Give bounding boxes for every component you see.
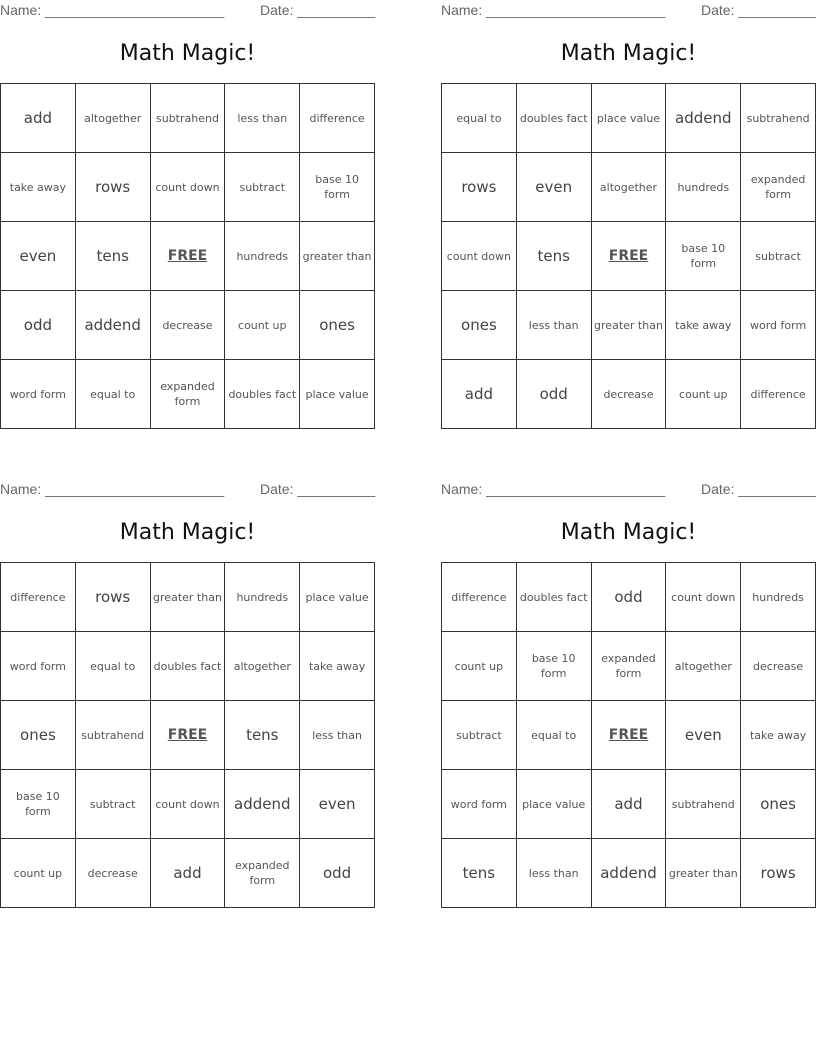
bingo-cell: odd (516, 360, 591, 429)
bingo-cell: less than (300, 701, 375, 770)
grid-row (1, 563, 375, 632)
bingo-cell: subtrahend (741, 84, 816, 153)
bingo-cell: word form (1, 360, 76, 429)
bingo-cell: decrease (150, 291, 225, 360)
bingo-cell: expanded form (225, 839, 300, 908)
bingo-cell: greater than (666, 839, 741, 908)
bingo-cell: equal to (516, 701, 591, 770)
bingo-cell: decrease (741, 632, 816, 701)
name-field: Name: _______________________ (0, 481, 225, 497)
bingo-cell: greater than (591, 291, 666, 360)
bingo-cell: base 10 form (666, 222, 741, 291)
grid-row (1, 770, 375, 839)
bingo-cell: word form (442, 770, 517, 839)
bingo-cell: base 10 form (300, 153, 375, 222)
free-space: FREE (591, 222, 666, 291)
bingo-cell: difference (300, 84, 375, 153)
date-field: Date: __________ (701, 481, 816, 497)
card-header (441, 479, 816, 501)
bingo-cell: odd (591, 563, 666, 632)
bingo-cell: doubles fact (516, 563, 591, 632)
grid-row (442, 84, 816, 153)
bingo-cell: tens (75, 222, 150, 291)
bingo-cell: count down (150, 153, 225, 222)
bingo-cell: even (516, 153, 591, 222)
bingo-cell: count up (1, 839, 76, 908)
bingo-cell: hundreds (741, 563, 816, 632)
bingo-cell: subtrahend (150, 84, 225, 153)
bingo-cell: add (591, 770, 666, 839)
free-space: FREE (150, 701, 225, 770)
bingo-cell: expanded form (591, 632, 666, 701)
bingo-cell: take away (741, 701, 816, 770)
bingo-cell: altogether (225, 632, 300, 701)
bingo-grid (0, 562, 375, 908)
bingo-grid (441, 83, 816, 429)
grid-row (442, 770, 816, 839)
bingo-cell: subtract (225, 153, 300, 222)
grid-row (1, 84, 375, 153)
bingo-cell: difference (442, 563, 517, 632)
bingo-cell: ones (1, 701, 76, 770)
grid-row (1, 701, 375, 770)
bingo-cell: place value (516, 770, 591, 839)
grid-row (1, 291, 375, 360)
bingo-cell: altogether (75, 84, 150, 153)
free-space: FREE (150, 222, 225, 291)
bingo-cell: base 10 form (1, 770, 76, 839)
bingo-cell: ones (442, 291, 517, 360)
bingo-cell: odd (1, 291, 76, 360)
card-title: Math Magic! (119, 520, 256, 545)
bingo-cell: subtract (442, 701, 517, 770)
bingo-cell: tens (442, 839, 517, 908)
bingo-cell: take away (300, 632, 375, 701)
bingo-cell: equal to (75, 632, 150, 701)
bingo-cell: addend (591, 839, 666, 908)
bingo-cell: tens (225, 701, 300, 770)
bingo-cell: even (666, 701, 741, 770)
name-field: Name: _______________________ (441, 481, 666, 497)
bingo-cell: odd (300, 839, 375, 908)
bingo-cell: word form (741, 291, 816, 360)
bingo-cell: place value (300, 563, 375, 632)
bingo-cell: subtrahend (75, 701, 150, 770)
bingo-cell: less than (516, 839, 591, 908)
bingo-cell: count up (666, 360, 741, 429)
bingo-cell: count down (150, 770, 225, 839)
date-field: Date: __________ (260, 481, 376, 497)
bingo-cell: place value (300, 360, 375, 429)
card-header (0, 479, 375, 501)
grid-row (1, 839, 375, 908)
card-title: Math Magic! (560, 41, 697, 66)
bingo-cell: add (1, 84, 76, 153)
bingo-cell: doubles fact (150, 632, 225, 701)
bingo-cell: tens (516, 222, 591, 291)
bingo-cell: take away (1, 153, 76, 222)
bingo-cell: rows (741, 839, 816, 908)
bingo-cell: addend (75, 291, 150, 360)
bingo-cell: equal to (442, 84, 517, 153)
bingo-cell: hundreds (666, 153, 741, 222)
free-space: FREE (591, 701, 666, 770)
bingo-card-1 (0, 0, 376, 408)
grid-row (442, 222, 816, 291)
bingo-cell: add (442, 360, 517, 429)
grid-row (442, 563, 816, 632)
bingo-cell: rows (442, 153, 517, 222)
bingo-cell: expanded form (741, 153, 816, 222)
bingo-cell: greater than (300, 222, 375, 291)
date-field: Date: __________ (260, 2, 376, 18)
bingo-cell: count down (442, 222, 517, 291)
grid-row (1, 360, 375, 429)
card-title: Math Magic! (560, 520, 697, 545)
bingo-cell: even (300, 770, 375, 839)
grid-row (442, 153, 816, 222)
bingo-cell: altogether (666, 632, 741, 701)
bingo-cell: base 10 form (516, 632, 591, 701)
bingo-cell: rows (75, 153, 150, 222)
name-field: Name: _______________________ (0, 2, 225, 18)
bingo-cell: difference (741, 360, 816, 429)
bingo-cell: decrease (75, 839, 150, 908)
bingo-cell: hundreds (225, 563, 300, 632)
card-header (441, 0, 816, 22)
bingo-cell: word form (1, 632, 76, 701)
name-field: Name: _______________________ (441, 2, 666, 18)
bingo-cell: subtract (75, 770, 150, 839)
grid-row (1, 632, 375, 701)
bingo-cell: subtrahend (666, 770, 741, 839)
bingo-cell: difference (1, 563, 76, 632)
bingo-cell: altogether (591, 153, 666, 222)
bingo-grid (441, 562, 816, 908)
bingo-cell: decrease (591, 360, 666, 429)
bingo-cell: even (1, 222, 76, 291)
bingo-cell: hundreds (225, 222, 300, 291)
bingo-grid (0, 83, 375, 429)
grid-row (442, 291, 816, 360)
grid-row (1, 153, 375, 222)
bingo-cell: ones (300, 291, 375, 360)
bingo-card-2 (441, 0, 816, 403)
bingo-cell: subtract (741, 222, 816, 291)
grid-row (1, 222, 375, 291)
bingo-cell: expanded form (150, 360, 225, 429)
bingo-cell: count up (225, 291, 300, 360)
grid-row (442, 701, 816, 770)
bingo-card-4 (441, 479, 816, 882)
bingo-cell: doubles fact (225, 360, 300, 429)
grid-row (442, 839, 816, 908)
bingo-cell: addend (225, 770, 300, 839)
bingo-cell: take away (666, 291, 741, 360)
bingo-cell: greater than (150, 563, 225, 632)
bingo-cell: addend (666, 84, 741, 153)
bingo-cell: doubles fact (516, 84, 591, 153)
bingo-cell: place value (591, 84, 666, 153)
bingo-cell: count up (442, 632, 517, 701)
bingo-cell: add (150, 839, 225, 908)
bingo-cell: count down (666, 563, 741, 632)
date-field: Date: __________ (701, 2, 816, 18)
grid-row (442, 632, 816, 701)
card-title: Math Magic! (119, 41, 256, 66)
card-header (0, 0, 375, 22)
bingo-cell: ones (741, 770, 816, 839)
bingo-cell: equal to (75, 360, 150, 429)
bingo-cell: less than (516, 291, 591, 360)
bingo-cell: rows (75, 563, 150, 632)
bingo-cell: less than (225, 84, 300, 153)
bingo-card-3 (0, 479, 376, 887)
grid-row (442, 360, 816, 429)
